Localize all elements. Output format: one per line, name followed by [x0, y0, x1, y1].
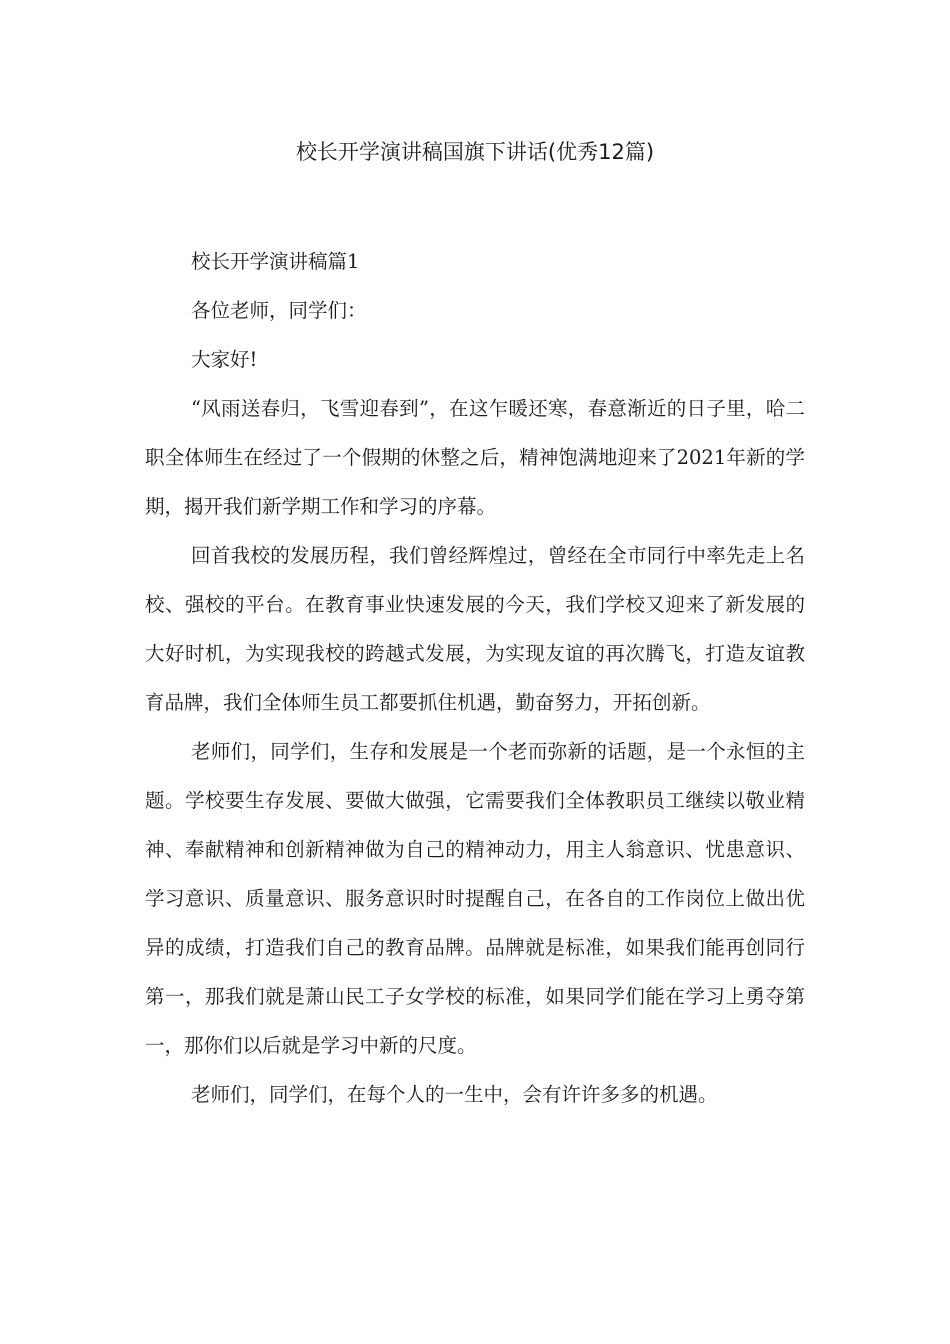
document-body — [145, 237, 805, 1119]
body-paragraph: 老师们，同学们，生存和发展是一个老而弥新的话题，是一个永恒的主题。学校要生存发展、要做大做强，它需要我们全体教职员工继续以敬业精神、奉献精神和创新精神做为自己的精神动力，用主人翁意识、忧患意识、学习意识、质量意识、服务意识时时提醒自己，在各自的工作岗位上做出优异的成绩，打造我们自己的教育品牌。品牌就是标准，如果我们能再创同行第一，那我们就是萧山民工子女学校的标准，如果同学们能在学习上勇夺第一，那你们以后就是学习中新的尺度。 — [145, 740, 805, 1057]
greeting: 大家好! — [191, 348, 258, 371]
body-paragraph: “风雨送春归，飞雪迎春到”，在这乍暖还寒，春意渐近的日子里，哈二职全体师生在经过了一个假期的休整之后，精神饱满地迎来了2021年新的学期，揭开我们新学期工作和学习的序幕。 — [145, 397, 805, 518]
body-paragraph: 回首我校的发展历程，我们曾经辉煌过，曾经在全市同行中率先走上名校、强校的平台。在教育事业快速发展的今天，我们学校又迎来了新发展的大好时机，为实现我校的跨越式发展，为实现友谊的再次腾飞，打造友谊教育品牌，我们全体师生员工都要抓住机遇，勤奋努力，开拓创新。 — [145, 544, 805, 714]
document-title: 校长开学演讲稿国旗下讲话(优秀12篇) — [295, 140, 655, 164]
salutation: 各位老师，同学们： — [191, 299, 367, 322]
section-heading: 校长开学演讲稿篇1 — [191, 250, 360, 273]
body-paragraph: 老师们，同学们，在每个人的一生中，会有许许多多的机遇。 — [191, 1083, 718, 1106]
